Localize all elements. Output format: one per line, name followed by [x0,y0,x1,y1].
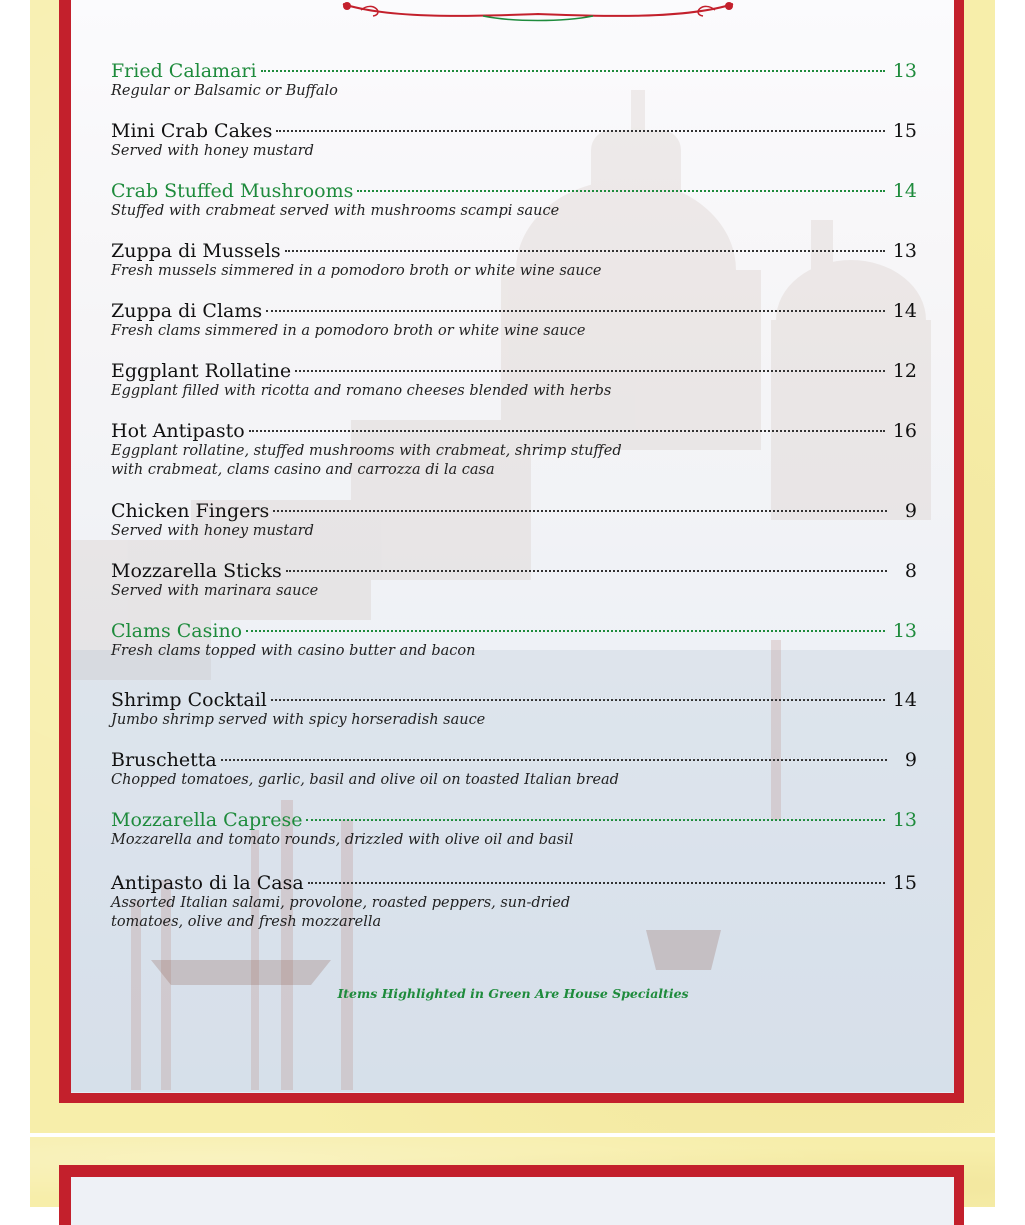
item-price: 13 [892,809,917,831]
item-description: Assorted Italian salami, provolone, roasted peppers, sun-dried tomatoes, olive and fresh mozzarella [111,895,571,930]
dot-leader [285,250,885,252]
menu-item [111,749,917,790]
menu-item [111,560,917,601]
dot-leader [266,310,885,312]
item-name: Clams Casino [111,620,243,642]
item-name: Mozzarella Sticks [111,560,282,582]
item-description: Stuffed with crabmeat served with mushrooms scampi sauce [111,203,560,219]
item-price: 12 [892,360,917,382]
next-page-panel [71,1177,954,1225]
menu-item [111,809,917,850]
menu-item [111,500,917,541]
next-menu-page [30,1137,995,1207]
dot-leader [306,819,884,821]
menu-panel [71,0,954,1093]
item-description: Served with honey mustard [111,143,314,159]
menu-item [111,60,917,101]
item-price: 13 [892,60,917,82]
dot-leader [246,630,885,632]
menu-item [111,360,917,401]
item-name: Mini Crab Cakes [111,120,273,142]
item-name: Mozzarella Caprese [111,809,303,831]
menu-item [111,872,917,932]
item-price: 9 [904,749,917,771]
item-name: Bruschetta [111,749,217,771]
dot-leader [273,510,887,512]
dot-leader [261,70,885,72]
next-page-red-frame [59,1165,964,1225]
item-description: Chopped tomatoes, garlic, basil and olive oil on toasted Italian bread [111,772,619,788]
dot-leader [276,130,884,132]
item-price: 8 [904,560,917,582]
menu-item [111,120,917,161]
dot-leader [286,570,887,572]
item-price: 16 [892,420,917,442]
dot-leader [221,759,887,761]
item-name: Hot Antipasto [111,420,245,442]
item-price: 14 [892,300,917,322]
dot-leader [249,430,885,432]
item-price: 14 [892,689,917,711]
item-name: Crab Stuffed Mushrooms [111,180,354,202]
item-description: Fresh clams topped with casino butter and bacon [111,643,476,659]
item-description: Eggplant filled with ricotta and romano cheeses blended with herbs [111,383,612,399]
item-description: Regular or Balsamic or Buffalo [111,83,338,99]
item-description: Fresh clams simmered in a pomodoro broth or white wine sauce [111,323,586,339]
section-title-ornament [333,0,743,24]
menu-item [111,180,917,221]
item-name: Shrimp Cocktail [111,689,267,711]
item-price: 14 [892,180,917,202]
item-name: Antipasto di la Casa [111,872,304,894]
item-name: Chicken Fingers [111,500,270,522]
dot-leader [308,882,885,884]
item-price: 13 [892,240,917,262]
item-description: Fresh mussels simmered in a pomodoro broth or white wine sauce [111,263,602,279]
house-specialties-note: Items Highlighted in Green Are House Specialties [337,986,689,1001]
menu-page [30,0,995,1133]
item-name: Zuppa di Clams [111,300,263,322]
menu-item [111,689,917,730]
dot-leader [357,190,884,192]
item-description: Served with honey mustard [111,523,314,539]
item-name: Zuppa di Mussels [111,240,281,262]
item-description: Eggplant rollatine, stuffed mushrooms with crabmeat, shrimp stuffed with crabmeat, clams casino and carrozza di la casa [111,443,622,478]
item-name: Fried Calamari [111,60,257,82]
item-description: Mozzarella and tomato rounds, drizzled with olive oil and basil [111,832,574,848]
item-price: 15 [892,872,917,894]
menu-red-frame [59,0,964,1103]
item-price: 13 [892,620,917,642]
item-description: Jumbo shrimp served with spicy horseradish sauce [111,712,486,728]
dot-leader [271,699,885,701]
menu-item [111,300,917,341]
dot-leader [295,370,885,372]
item-name: Eggplant Rollatine [111,360,292,382]
menu-item [111,620,917,661]
item-price: 15 [892,120,917,142]
menu-item [111,420,917,480]
item-description: Served with marinara sauce [111,583,319,599]
item-price: 9 [904,500,917,522]
menu-item [111,240,917,281]
